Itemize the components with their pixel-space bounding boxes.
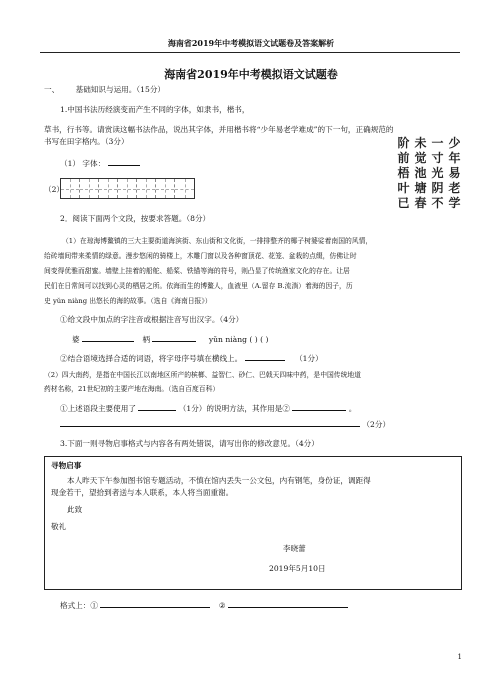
grid-cell[interactable]	[156, 179, 175, 198]
exam-title: 海南省2019年中考模拟语文试题卷	[164, 68, 338, 81]
q2-p2-line: （2）四大南药，是指在中国长江以南地区所产的槟榔、益智仁、砂仁、巴戟天四味中药，是中国传统地道	[44, 371, 361, 379]
calligraphy-char: 寸	[431, 151, 444, 165]
notice-signer: 李晓蕾	[283, 544, 306, 553]
calligraphy-char: 池	[414, 166, 427, 180]
document-header: 海南省2019年中考模拟语文试题卷及答案解析	[167, 38, 335, 48]
grid-cell[interactable]	[118, 179, 137, 198]
effect-blank[interactable]	[292, 402, 346, 411]
calligraphy-char: 梧	[397, 166, 410, 180]
q2-s2-text: ②结合语境选择合适的词语，将字母序号填在横线上。	[60, 354, 243, 363]
pinyin-blank-bing[interactable]	[152, 333, 196, 342]
calligraphy-char: 觉	[414, 151, 427, 165]
effect-blank-2[interactable]	[60, 418, 360, 427]
pinyin-char-po: 婆	[72, 335, 80, 344]
pinyin-row	[72, 333, 268, 345]
section-1-number: 一、	[44, 85, 60, 94]
q1-line1: 1.中国书法历经演变而产生不同的字体，如隶书，楷书，	[60, 105, 250, 114]
q2-s3	[60, 402, 356, 414]
q3-intro: 3.下面一则寻物启事格式与内容各有两处错误，请写出你的修改意见。（4分）	[60, 439, 319, 448]
calligraphy-char: 已	[397, 196, 410, 210]
q3-answer-label-2: ②	[218, 601, 226, 610]
grid-cell[interactable]	[80, 179, 99, 198]
format-blank-2[interactable]	[228, 599, 348, 608]
q2-p1-line: 给砖墙间带来柔情的绿意。漫步悠闲的骑楼上，木雕门窗以及各种窗顶花、花笼、盆栽的点缀，仿佛让时	[44, 252, 357, 260]
pinyin-yunniang: yǔn niàng ( ) ( )	[208, 335, 269, 344]
q2-s2-points: （1分）	[295, 354, 323, 363]
q1-sub1-label: （1） 字体：	[60, 159, 106, 168]
q2-s3-text: ①上述语段主要使用了	[60, 404, 136, 413]
q2-p1-line: 民们在日常间可以找到心灵的栖居之所。依海而生的博鳌人，血液里（A.留存 B.流淌）着海的因子，历	[44, 282, 353, 290]
notice-closing: 此致	[67, 505, 83, 514]
pinyin-char-bing: 柄	[142, 335, 151, 344]
notice-body-line: 现金若干，望拾到者送与本人联系，本人将当面重谢。	[51, 488, 234, 497]
q2-p1-line: （1）在琼海博鳌镇的三大主要街道海滨街、东山街和文化街，一排排整齐的椰子树婆娑着南国的风情，	[62, 237, 373, 245]
q2-p1-line: 史 yǔn niàng 出悠长的海的故事。（选自《海南日报》）	[44, 297, 212, 305]
section-1-heading	[44, 84, 165, 95]
calligraphy-column	[413, 136, 428, 228]
calligraphy-char: 少	[448, 136, 461, 150]
q2-s2	[60, 352, 323, 364]
notice-salute: 敬礼	[51, 522, 67, 531]
tianzige-grid[interactable]	[60, 178, 195, 199]
q2-s3-line2	[60, 418, 390, 430]
calligraphy-char: 阶	[397, 136, 410, 150]
method-blank[interactable]	[138, 402, 176, 411]
calligraphy-char: 前	[397, 151, 410, 165]
calligraphy-char: 叶	[397, 181, 410, 195]
q3-answer-row	[60, 599, 348, 611]
grid-cell[interactable]	[99, 179, 118, 198]
q1-sub1	[60, 157, 140, 169]
q2-s1: ①给文段中加点的字注音或根据注音写出汉字。（4分）	[60, 315, 244, 324]
grid-cell[interactable]	[61, 179, 80, 198]
notice-date: 2019年5月10日	[269, 564, 326, 573]
q2-intro: 2．阅读下面两个文段，按要求答题。（8分）	[60, 214, 211, 223]
notice-heading: 寻物启事	[51, 461, 82, 470]
calligraphy-char: 塘	[414, 181, 427, 195]
font-style-blank[interactable]	[108, 157, 140, 166]
q2-s3-end: 。	[348, 404, 357, 413]
pinyin-blank-po[interactable]	[82, 333, 134, 342]
q2-s3-points: （2分）	[362, 420, 391, 429]
calligraphy-column	[447, 136, 462, 228]
header-rule	[40, 52, 460, 53]
word-choice-blank[interactable]	[245, 352, 285, 361]
calligraphy-artwork	[380, 136, 462, 228]
grid-cell[interactable]	[137, 179, 156, 198]
grid-cell[interactable]	[175, 179, 194, 198]
q1-line3: 书写在田字格内。（3分）	[44, 137, 129, 146]
format-blank-1[interactable]	[100, 599, 210, 608]
calligraphy-char: 未	[414, 136, 427, 150]
calligraphy-column	[430, 136, 445, 228]
calligraphy-char: 易	[448, 166, 461, 180]
q2-p2-line: 药材名称，21世纪初的主要产地在海南。（选自百度百科）	[44, 385, 220, 393]
calligraphy-char: 一	[431, 136, 444, 150]
calligraphy-char: 光	[431, 166, 444, 180]
calligraphy-char: 春	[414, 196, 427, 210]
lost-notice-box	[44, 456, 462, 590]
q3-answer-label: 格式上：①	[60, 601, 98, 610]
calligraphy-char: 学	[448, 196, 461, 210]
page-number: 1	[457, 653, 462, 661]
q1-sub2-label: （2）	[44, 185, 65, 194]
calligraphy-char: 老	[448, 181, 461, 195]
q2-p1-line: 间变得优雅而甜蜜。墙壁上挂着的船舵、船桨、铁锚等海的符号，则凸显了传统渔家文化的存在。让居	[44, 267, 350, 275]
calligraphy-char: 年	[448, 151, 461, 165]
notice-body-line: 本人昨天下午参加图书馆专题活动，不慎在馆内丢失一公文包，内有钢笔，身份证，调距得	[67, 476, 371, 485]
calligraphy-char: 阴	[431, 181, 444, 195]
calligraphy-char: 不	[431, 196, 444, 210]
section-1-label: 基础知识与运用。（15分）	[75, 85, 166, 94]
q1-line2: 草书，行书等。请赏读这幅书法作品，说出其字体，并用楷书将“少年易老学难成”的下一句，正确规范的	[44, 125, 394, 134]
q2-s3-text2: （1分）的说明方法，其作用是②	[178, 404, 290, 413]
calligraphy-column	[396, 136, 411, 228]
